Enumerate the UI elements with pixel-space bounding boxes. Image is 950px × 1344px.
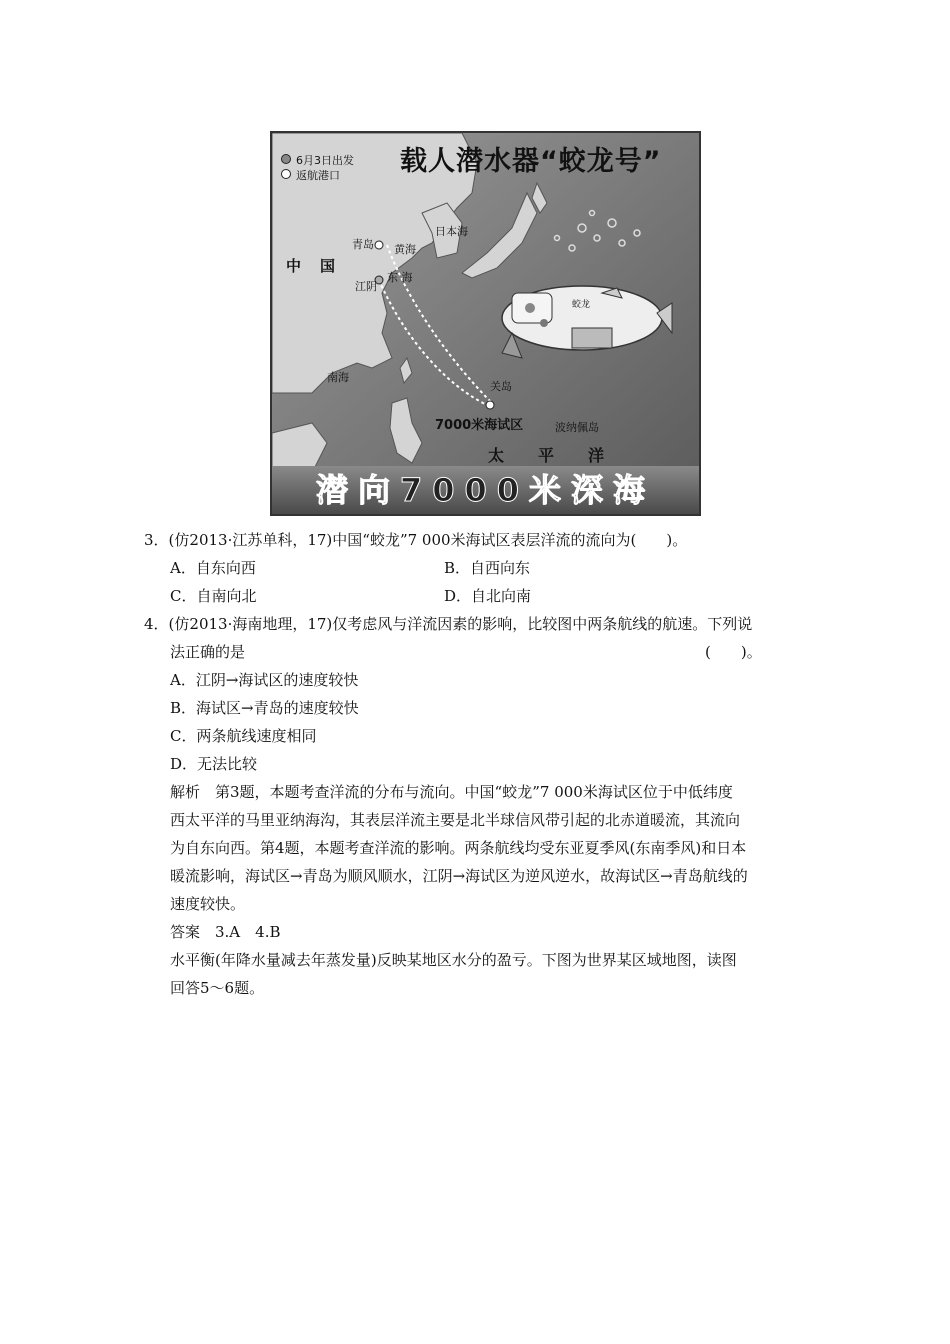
analysis-line3: 为自东向西。第4题，本题考查洋流的影响。两条航线均受东亚夏季风(东南季风)和日本 <box>170 839 747 857</box>
analysis-line4: 暖流影响，海试区→青岛为顺风顺水，江阴→海试区为逆风逆水，故海试区→青岛航线的 <box>170 867 748 885</box>
legend-depart: 6月3日出发 <box>296 154 354 167</box>
legend-depart-dot <box>282 155 291 164</box>
q4-stem-line2: 法正确的是 <box>170 643 246 661</box>
legend-return-dot <box>282 170 291 179</box>
label-nanhai: 南海 <box>327 371 349 384</box>
label-jiangyin: 江阴 <box>355 280 377 293</box>
intro-line2: 回答5～6题。 <box>170 979 265 997</box>
q4-stem-line1: 4．(仿2013·海南地理，17)仅考虑风与洋流因素的影响，比较图中两条航线的航速。下列说 <box>144 615 753 633</box>
map-title: 载人潜水器“蛟龙号” <box>400 146 662 177</box>
q4-option-b: B．海试区→青岛的速度较快 <box>170 699 359 717</box>
q3-option-d: D．自北向南 <box>444 587 532 605</box>
submersible-route-map <box>270 131 701 516</box>
q3-option-b: B．自西向东 <box>444 559 531 577</box>
label-taipingyang: 太平洋 <box>488 446 639 465</box>
q4-blank: ( )。 <box>705 643 762 661</box>
analysis-line1: 解析 第3题，本题考查洋流的分布与流向。中国“蛟龙”7 000米海试区位于中低纬度 <box>170 783 733 801</box>
q3-stem: 3．(仿2013·江苏单科，17)中国“蛟龙”7 000米海试区表层洋流的流向为( )。 <box>144 531 688 549</box>
q3-option-c: C．自南向北 <box>170 587 257 605</box>
q4-option-a: A．江阴→海试区的速度较快 <box>170 671 359 689</box>
label-riben: 日本海 <box>435 225 468 238</box>
label-guandao: 关岛 <box>490 380 512 393</box>
qingdao-marker <box>375 241 383 249</box>
q4-option-d: D．无法比较 <box>170 755 258 773</box>
analysis-line2: 西太平洋的马里亚纳海沟，其表层洋流主要是北半球信风带引起的北赤道暖流，其流向 <box>170 811 741 829</box>
label-china: 中 国 <box>286 257 338 275</box>
q4-option-c: C．两条航线速度相同 <box>170 727 317 745</box>
legend-return: 返航港口 <box>296 169 340 182</box>
q3-option-a: A．自东向西 <box>170 559 256 577</box>
analysis-line5: 速度较快。 <box>170 895 246 913</box>
label-huanghai: 黄海 <box>394 243 416 256</box>
guandao-marker <box>486 401 494 409</box>
map-banner: 潜向7000米深海 <box>272 466 699 514</box>
submersible-label: 蛟龙 <box>572 300 591 310</box>
label-donghai: 东 海 <box>387 271 413 284</box>
label-bonapei: 波纳佩岛 <box>555 421 599 434</box>
label-test-site: 7000米海试区 <box>435 418 524 433</box>
label-qingdao: 青岛 <box>352 238 374 251</box>
intro-line1: 水平衡(年降水量减去年蒸发量)反映某地区水分的盈亏。下图为世界某区域地图，读图 <box>170 951 737 969</box>
answer: 答案 3.A 4.B <box>170 923 281 941</box>
